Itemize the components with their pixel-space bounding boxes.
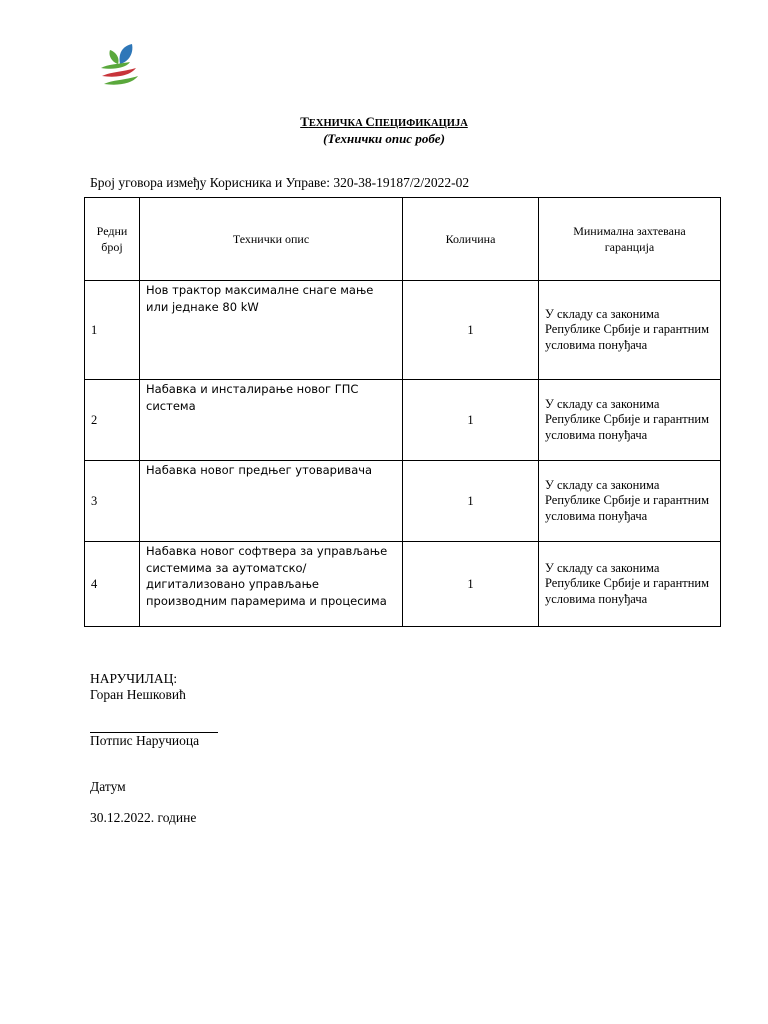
row-quantity: 1 <box>403 281 539 380</box>
logo-icon <box>98 42 142 90</box>
row-quantity: 1 <box>403 542 539 627</box>
table-header-row <box>85 198 721 281</box>
header-ordinal: Редни број <box>85 198 140 281</box>
row-guarantee: У складу са законима Републике Србије и гарантним условима понуђача <box>539 461 721 542</box>
header-quantity: Количина <box>403 198 539 281</box>
date-label: Датум <box>90 779 126 794</box>
row-number: 4 <box>85 542 140 627</box>
row-quantity: 1 <box>403 461 539 542</box>
contract-number-line: Број уговора између Корисника и Управе: 320-38-19187/2/2022-02 <box>90 175 470 190</box>
row-quantity: 1 <box>403 380 539 461</box>
header-guarantee: Минимална захтевана гаранција <box>539 198 721 281</box>
table-row <box>85 281 721 380</box>
document-subtitle: (Технички опис робе) <box>323 131 445 146</box>
row-guarantee: У складу са законима Републике Србије и гарантним условима понуђача <box>539 380 721 461</box>
date-value: 30.12.2022. године <box>90 810 197 825</box>
row-description: Набавка и инсталирање новог ГПС система <box>140 380 403 461</box>
specification-table <box>84 197 721 627</box>
client-label: НАРУЧИЛАЦ: <box>90 671 178 686</box>
table-row <box>85 542 721 627</box>
row-number: 1 <box>85 281 140 380</box>
table-row <box>85 461 721 542</box>
row-description: Набавка новог предњег утоваривача <box>140 461 403 542</box>
document-title: ТЕХНИЧКА СПЕЦИФИКАЦИЈА <box>300 114 468 129</box>
row-number: 2 <box>85 380 140 461</box>
client-name: Горан Нешковић <box>90 687 186 702</box>
document-title-block <box>0 114 768 146</box>
header-description: Технички опис <box>140 198 403 281</box>
table-row <box>85 380 721 461</box>
row-number: 3 <box>85 461 140 542</box>
signature-label: Потпис Наручиоца <box>90 733 200 748</box>
row-guarantee: У складу са законима Републике Србије и гарантним условима понуђача <box>539 542 721 627</box>
row-guarantee: У складу са законима Републике Србије и гарантним условима понуђача <box>539 281 721 380</box>
row-description: Набавка новог софтвера за управљање системима за аутоматско/дигитализовано управљање производним парамерима и процесима <box>140 542 403 627</box>
row-description: Нов трактор максималне снаге мање или једнаке 80 kW <box>140 281 403 380</box>
